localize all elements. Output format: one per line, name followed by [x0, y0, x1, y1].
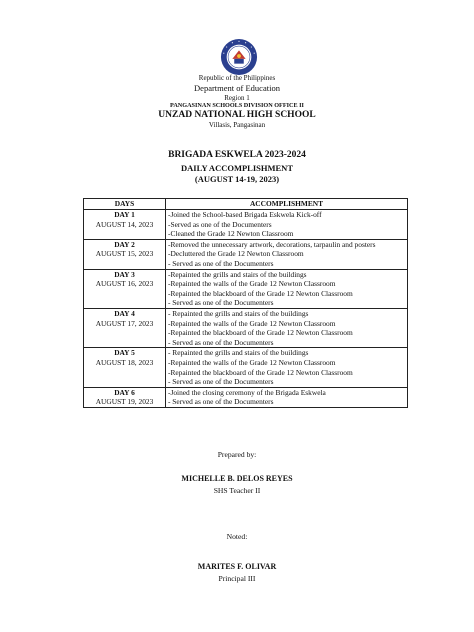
- accomplishment-item: -Joined the closing ceremony of the Brigada Eskwela: [168, 387, 326, 397]
- day-label: DAY 5: [114, 348, 135, 358]
- region-line: Region 1: [224, 94, 250, 102]
- accomplishment-item: -Repainted the blackboard of the Grade 12 Newton Classroom: [168, 288, 353, 298]
- accomplishment-item: -Repainted the walls of the Grade 12 Newton Classroom: [168, 279, 336, 289]
- accomplishment-item: - Repainted the grills and stairs of the buildings: [168, 348, 309, 358]
- accomplishment-item: - Served as one of the Documenters: [168, 337, 274, 347]
- republic-line: Republic of the Philippines: [198, 74, 276, 82]
- preparer-title: SHS Teacher II: [213, 486, 261, 495]
- prepared-by-label: Prepared by:: [217, 450, 257, 459]
- accomplishment-item: -Removed the unnecessary artwork, decorations, tarpaulin and posters: [168, 239, 376, 249]
- accomplishment-item: - Served as one of the Documenters: [168, 258, 274, 268]
- day-date: AUGUST 14, 2023: [95, 219, 154, 229]
- day-cell: [84, 239, 166, 269]
- day-label: DAY 2: [114, 239, 135, 249]
- accomplishment-item: -Repainted the blackboard of the Grade 12 Newton Classroom: [168, 367, 353, 377]
- day-cell: [84, 387, 166, 407]
- day-date: AUGUST 19, 2023: [95, 397, 154, 407]
- accomplishment-item: - Served as one of the Documenters: [168, 397, 274, 407]
- accomplishment-item: -Decluttered the Grade 12 Newton Classroom: [168, 249, 304, 259]
- accomplishment-cell: [166, 387, 408, 407]
- school-location: Villasis, Pangasinan: [208, 121, 266, 129]
- noted-label: Noted:: [226, 532, 248, 541]
- day-date: AUGUST 18, 2023: [95, 357, 154, 367]
- accomplishment-column-header: ACCOMPLISHMENT: [166, 199, 408, 210]
- table-row: [84, 308, 408, 347]
- accomplishment-cell: [166, 210, 408, 240]
- accomplishment-item: - Served as one of the Documenters: [168, 377, 274, 387]
- preparer-name: MICHELLE B. DELOS REYES: [181, 474, 293, 483]
- school-name: UNZAD NATIONAL HIGH SCHOOL: [158, 110, 316, 120]
- day-cell: [84, 210, 166, 240]
- day-label: DAY 1: [114, 210, 135, 219]
- day-label: DAY 6: [114, 387, 135, 397]
- accomplishment-cell: [166, 308, 408, 347]
- accomplishment-table: [83, 198, 408, 408]
- accomplishment-cell: [166, 269, 408, 308]
- table-row: [84, 239, 408, 269]
- noter-name: MARITES F. OLIVAR: [197, 562, 277, 571]
- document-subtitle: DAILY ACCOMPLISHMENT: [180, 163, 293, 173]
- deped-seal-icon: [220, 38, 258, 76]
- day-label: DAY 4: [114, 308, 135, 318]
- days-column-header: DAYS: [84, 199, 166, 210]
- noter-title: Principal III: [218, 574, 256, 583]
- division-line: PANGASINAN SCHOOLS DIVISION OFFICE II: [170, 102, 304, 109]
- day-label: DAY 3: [114, 269, 135, 279]
- accomplishment-item: -Served as one of the Documenters: [168, 219, 272, 229]
- accomplishment-item: -Repainted the walls of the Grade 12 Newton Classroom: [168, 318, 336, 328]
- accomplishment-item: -Repainted the blackboard of the Grade 12 Newton Classroom: [168, 328, 353, 338]
- document-date-range: (AUGUST 14-19, 2023): [194, 174, 280, 184]
- table-row: [84, 210, 408, 240]
- day-cell: [84, 348, 166, 387]
- day-cell: [84, 269, 166, 308]
- table-row: [84, 348, 408, 387]
- document-title: BRIGADA ESKWELA 2023-2024: [168, 150, 306, 160]
- accomplishment-item: -Joined the School-based Brigada Eskwela Kick-off: [168, 210, 322, 219]
- table-row: [84, 269, 408, 308]
- day-date: AUGUST 15, 2023: [95, 249, 154, 259]
- table-header-row: [84, 199, 408, 210]
- accomplishment-item: -Cleaned the Grade 12 Newton Classroom: [168, 229, 294, 239]
- accomplishment-item: - Served as one of the Documenters: [168, 298, 274, 308]
- accomplishment-item: -Repainted the grills and stairs of the buildings: [168, 269, 307, 279]
- accomplishment-cell: [166, 239, 408, 269]
- day-date: AUGUST 16, 2023: [95, 279, 154, 289]
- day-date: AUGUST 17, 2023: [95, 318, 154, 328]
- table-row: [84, 387, 408, 407]
- department-line: Department of Education: [194, 83, 280, 93]
- accomplishment-cell: [166, 348, 408, 387]
- day-cell: [84, 308, 166, 347]
- accomplishment-item: - Repainted the grills and stairs of the buildings: [168, 308, 309, 318]
- accomplishment-item: -Repainted the walls of the Grade 12 Newton Classroom: [168, 357, 336, 367]
